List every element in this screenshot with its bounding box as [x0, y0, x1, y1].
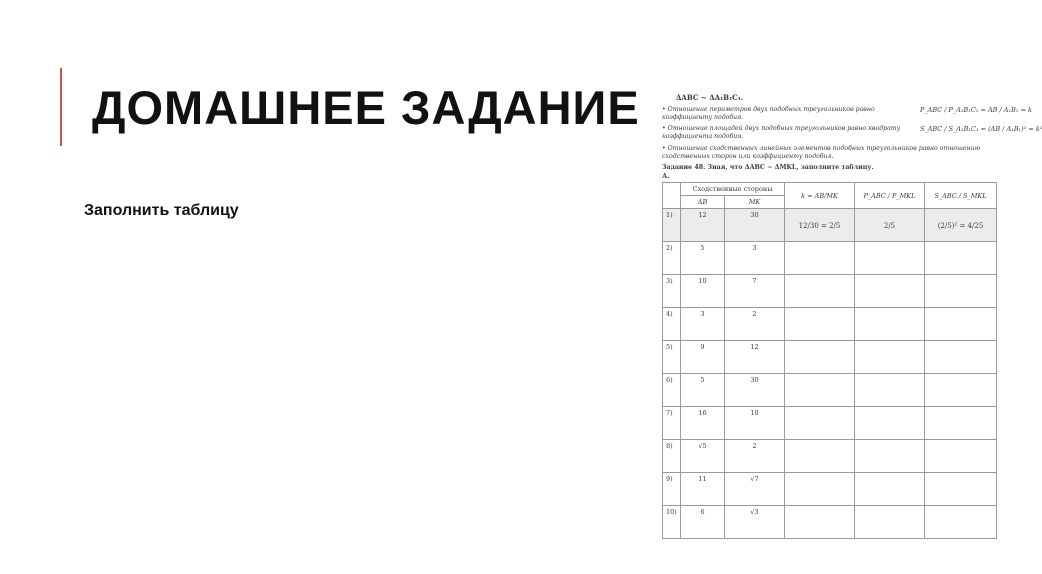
cell-mk: 30	[725, 374, 785, 407]
header-mk: MK	[725, 196, 785, 209]
row-number: 8)	[663, 440, 681, 473]
row-number: 9)	[663, 473, 681, 506]
cell-perimeter-ratio	[855, 275, 925, 308]
cell-perimeter-ratio	[855, 440, 925, 473]
cell-k	[785, 506, 855, 539]
cell-perimeter-ratio	[855, 407, 925, 440]
note-text: • Отношение периметров двух подобных треугольников равно коэффициенту подобия.	[662, 106, 912, 122]
row-number: 2)	[663, 242, 681, 275]
cell-area-ratio	[925, 473, 997, 506]
header-perimeter-ratio: P_ABC / P_MKL	[855, 183, 925, 209]
note-formula: S_ABC / S_A₁B₁C₁ = (AB / A₁B₁)² = k²	[920, 125, 1042, 134]
similarity-table	[662, 182, 997, 539]
cell-ab: 5	[681, 242, 725, 275]
row-number: 3)	[663, 275, 681, 308]
cell-mk: 12	[725, 341, 785, 374]
cell-perimeter-ratio	[855, 242, 925, 275]
row-number: 6)	[663, 374, 681, 407]
table-row	[663, 374, 997, 407]
table-row	[663, 341, 997, 374]
row-number: 4)	[663, 308, 681, 341]
row-number: 10)	[663, 506, 681, 539]
textbook-scan	[662, 93, 1042, 560]
cell-perimeter-ratio: 2/5	[855, 209, 925, 242]
table-row	[663, 506, 997, 539]
cell-perimeter-ratio	[855, 341, 925, 374]
cell-ab: 11	[681, 473, 725, 506]
cell-ab: 9	[681, 341, 725, 374]
header-ab: AB	[681, 196, 725, 209]
slide-title: ДОМАШНЕЕ ЗАДАНИЕ	[92, 81, 640, 134]
table-row	[663, 242, 997, 275]
task-letter: А.	[662, 172, 670, 181]
cell-area-ratio	[925, 308, 997, 341]
table-row	[663, 440, 997, 473]
cell-area-ratio	[925, 440, 997, 473]
cell-k	[785, 341, 855, 374]
cell-perimeter-ratio	[855, 473, 925, 506]
cell-perimeter-ratio	[855, 308, 925, 341]
title-accent-bar	[60, 68, 62, 146]
table-row	[663, 407, 997, 440]
note-area	[662, 125, 1042, 141]
cell-mk: √3	[725, 506, 785, 539]
row-number: 7)	[663, 407, 681, 440]
task-statement: Задание 48. Зная, что ΔABC ~ ΔMKL, заполните таблицу.	[662, 164, 874, 172]
cell-mk: 2	[725, 308, 785, 341]
header-area-ratio: S_ABC / S_MKL	[925, 183, 997, 209]
cell-ab: 3	[681, 308, 725, 341]
cell-ab: 6	[681, 506, 725, 539]
header-num	[663, 183, 681, 209]
header-k: k = AB/MK	[785, 183, 855, 209]
table-header-row	[663, 183, 997, 196]
cell-k	[785, 275, 855, 308]
note-text: • Отношение площадей двух подобных треугольников равно квадрату коэффициента подобия.	[662, 125, 912, 141]
cell-area-ratio: (2/5)² = 4/25	[925, 209, 997, 242]
cell-area-ratio	[925, 506, 997, 539]
header-corresponding-sides: Сходственные стороны	[681, 183, 785, 196]
note-formula: P_ABC / P_A₁B₁C₁ = AB / A₁B₁ = k	[920, 105, 1032, 114]
cell-k	[785, 308, 855, 341]
cell-perimeter-ratio	[855, 506, 925, 539]
cell-ab: 10	[681, 275, 725, 308]
cell-area-ratio	[925, 374, 997, 407]
table-row	[663, 308, 997, 341]
cell-mk: 7	[725, 275, 785, 308]
cell-mk: 30	[725, 209, 785, 242]
note-perimeter	[662, 105, 1032, 122]
cell-area-ratio	[925, 242, 997, 275]
cell-mk: √7	[725, 473, 785, 506]
cell-area-ratio	[925, 407, 997, 440]
cell-mk: 2	[725, 440, 785, 473]
theory-notes	[662, 93, 1042, 160]
cell-mk: 3	[725, 242, 785, 275]
table-row	[663, 473, 997, 506]
row-number: 1)	[663, 209, 681, 242]
cell-ab: 5	[681, 374, 725, 407]
cell-area-ratio	[925, 341, 997, 374]
cell-ab: √5	[681, 440, 725, 473]
cell-ab: 12	[681, 209, 725, 242]
cell-k	[785, 374, 855, 407]
cell-mk: 10	[725, 407, 785, 440]
cell-k	[785, 242, 855, 275]
cell-area-ratio	[925, 275, 997, 308]
cell-perimeter-ratio	[855, 374, 925, 407]
slide-subtitle: Заполнить таблицу	[84, 202, 239, 219]
note-text: • Отношение сходственных линейных элементов подобных треугольников равно отношению сходственных сторон или коэффициенту подобия.	[662, 145, 992, 161]
cell-k: 12/30 = 2/5	[785, 209, 855, 242]
notes-heading: ΔABC ~ ΔA₁B₁C₁.	[676, 93, 744, 102]
table-body	[663, 209, 997, 539]
row-number: 5)	[663, 341, 681, 374]
cell-k	[785, 407, 855, 440]
note-linear	[662, 145, 998, 161]
table-row	[663, 209, 997, 242]
cell-k	[785, 473, 855, 506]
table-row	[663, 275, 997, 308]
cell-k	[785, 440, 855, 473]
cell-ab: 16	[681, 407, 725, 440]
